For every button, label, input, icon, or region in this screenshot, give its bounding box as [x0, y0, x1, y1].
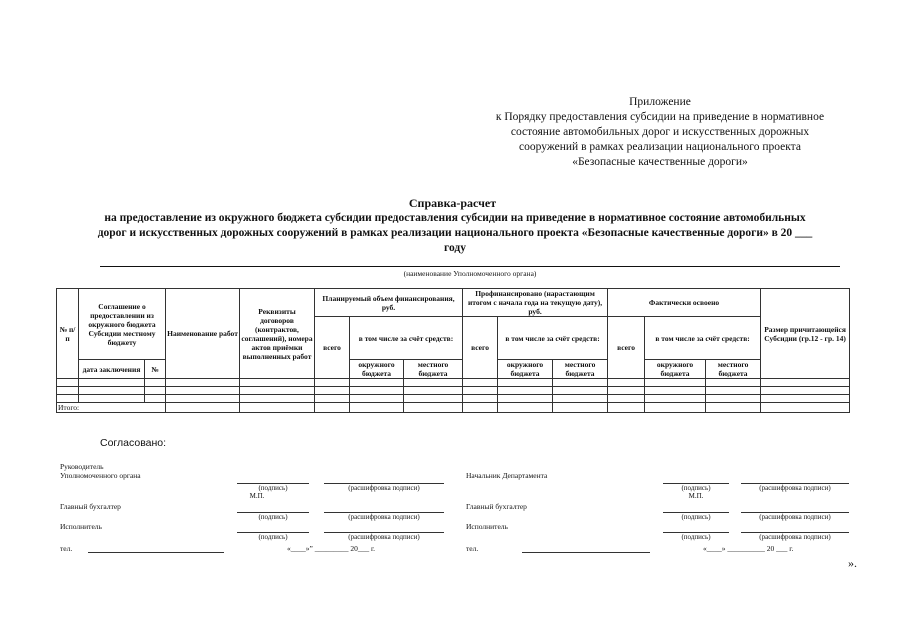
decode-caption: (расшифровка подписи) — [759, 513, 831, 521]
appendix-line: «Безопасные качественные дороги» — [572, 156, 748, 168]
decode-caption: (расшифровка подписи) — [759, 533, 831, 541]
decode-caption: (расшифровка подписи) — [759, 484, 831, 492]
tel-label: тел. — [60, 544, 73, 553]
header-actual: Фактически освоено — [608, 289, 761, 317]
header-including: в том числе за счёт средств: — [498, 317, 608, 360]
stamp-mark: М.П. — [249, 492, 265, 500]
header-local-budget: местного бюджета — [553, 360, 608, 379]
header-district-budget: окружного бюджета — [498, 360, 553, 379]
calculation-table — [56, 288, 850, 413]
appendix-line: Приложение — [629, 96, 691, 108]
tel-line — [88, 552, 224, 553]
signature-caption: (подпись) — [681, 513, 711, 521]
signature-caption: (подпись) — [258, 513, 288, 521]
org-name-caption: (наименование Уполномоченного органа) — [403, 269, 537, 278]
header-total: всего — [315, 317, 350, 379]
header-total: всего — [608, 317, 645, 379]
signature-caption: (подпись) — [258, 484, 288, 492]
signature-caption: (подпись) — [258, 533, 288, 541]
decode-caption: (расшифровка подписи) — [348, 513, 420, 521]
org-name-line — [100, 266, 840, 267]
executor-label: Исполнитель — [466, 522, 508, 531]
appendix-block — [455, 95, 865, 170]
signature-caption: (подпись) — [681, 533, 711, 541]
appendix-line: сооружений в рамках реализации национального проекта — [519, 141, 801, 153]
header-agreement-no: № — [145, 360, 166, 379]
appendix-line: состояние автомобильных дорог и искусственных дорожных — [510, 126, 810, 138]
header-local-budget: местного бюджета — [706, 360, 761, 379]
header-agreement-date: дата заключения — [79, 360, 145, 379]
header-agreement: Соглашение о предоставлении из окружного бюджета Субсидии местному бюджету — [79, 289, 166, 360]
appendix-line: к Порядку предоставления субсидии на приведение в нормативное — [495, 111, 825, 123]
header-total: всего — [463, 317, 498, 379]
tel-label: тел. — [466, 544, 479, 553]
header-contracts: Реквизиты договоров (контрактов, соглашений), номера актов приёмки выполненных работ — [240, 289, 315, 379]
date-field: «____» __________ 20 ___ г. — [703, 544, 794, 553]
decode-caption: (расшифровка подписи) — [348, 484, 420, 492]
header-including: в том числе за счёт средств: — [350, 317, 463, 360]
table-row — [57, 379, 850, 387]
document-title: Справка-расчет — [408, 196, 497, 210]
total-label: Итого: — [57, 403, 166, 413]
document-subtitle: на предоставление из окружного бюджета субсидии предоставления субсидии на приведение в нормативное состояние автомобильных дорог и искусственных дорожных сооружений в рамках реализации национального проекта «Безопасные качественные дороги» в 20 ___ году — [97, 212, 813, 254]
header-prefinanced: Профинансировано (нарастающим итогом с начала года на текущую дату), руб. — [463, 289, 608, 317]
decode-caption: (расшифровка подписи) — [348, 533, 420, 541]
date-field: «____»” _________ 20___ г. — [287, 544, 376, 553]
head-label-line1: Руководитель — [60, 462, 104, 471]
chief-accountant-label: Главный бухгалтер — [60, 502, 121, 511]
header-subsidy-size: Размер причитающейся Субсидии (гр.12 - гр. 14) — [761, 289, 850, 379]
table-row — [57, 395, 850, 403]
department-head-label: Начальник Департамента — [466, 471, 548, 480]
header-planned: Планируемый объем финансирования, руб. — [315, 289, 463, 317]
agreed-label: Согласовано: — [100, 437, 167, 449]
header-local-budget: местного бюджета — [404, 360, 463, 379]
header-number: № п/п — [57, 289, 79, 379]
header-including: в том числе за счёт средств: — [645, 317, 761, 360]
header-district-budget: окружного бюджета — [645, 360, 706, 379]
header-district-budget: окружного бюджета — [350, 360, 404, 379]
tel-line — [522, 552, 650, 553]
head-label-line2: Уполномоченного органа — [60, 471, 141, 480]
stamp-mark: М.П. — [688, 492, 704, 500]
chief-accountant-label: Главный бухгалтер — [466, 502, 527, 511]
table-row — [57, 387, 850, 395]
signature-caption: (подпись) — [681, 484, 711, 492]
executor-label: Исполнитель — [60, 522, 102, 531]
closing-quote: ». — [848, 556, 857, 570]
total-row — [57, 403, 850, 413]
header-work-name: Наименование работ — [166, 289, 240, 379]
